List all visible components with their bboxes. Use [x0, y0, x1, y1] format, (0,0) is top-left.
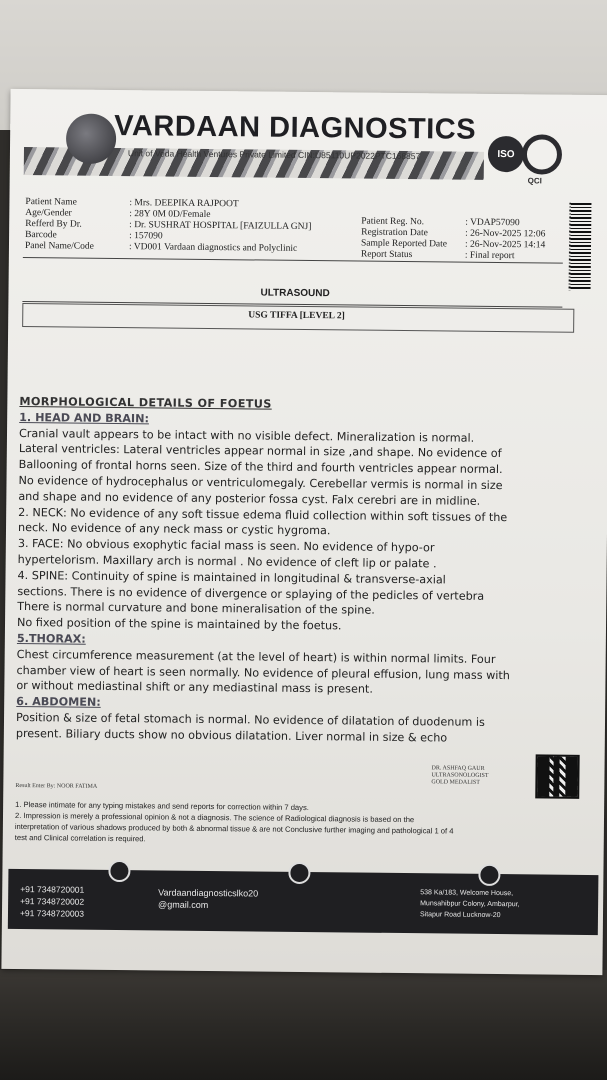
findings-line: neck. No evidence of any neck mass or cystic hygroma. [17, 521, 331, 538]
label-age-gender: Age/Gender [25, 208, 72, 219]
findings-line: or without mediastinal shift or any mediastinal mass is present. [16, 679, 373, 697]
findings-line: sections. There is no evidence of divergence or splaying of the pedicles of vertebra [17, 584, 485, 603]
value-reported-date: : 26-Nov-2025 14:14 [464, 239, 546, 251]
findings-line: There is normal curvature and bone mineralisation of the spine. [17, 600, 375, 618]
findings-text [16, 394, 580, 747]
doctor-signature [431, 765, 488, 787]
value-report-status: : Final report [464, 250, 515, 262]
barcode-icon [569, 203, 592, 291]
qci-badge-icon [522, 134, 562, 174]
footer-email [158, 886, 258, 911]
findings-line: No fixed position of the spine is maintained by the foetus. [16, 616, 342, 633]
value-referred-by: : Dr. SUSHRAT HOSPITAL [FAIZULLA GNJ] [129, 220, 312, 233]
note-line: 1. Please intimate for any typing mistakes and send reports for correction within 7 days. [15, 799, 309, 813]
findings-line: Position & size of fetal stomach is normal. No evidence of dilatation of duodenum is [15, 710, 485, 729]
footer-phones [20, 883, 84, 920]
address-line: Munsahibpur Colony, Ambarpur, [420, 900, 520, 909]
value-barcode: : 157090 [129, 231, 163, 242]
findings-line-neck: 2. NECK: No evidence of any soft tissue edema fluid collection within soft tissues of the [18, 505, 508, 524]
findings-line: Ballooning of frontal horns seen. Size of the third and fourth ventricles appear normal. [18, 458, 503, 477]
iso-badge-icon: ISO [488, 136, 524, 172]
doctor-honor: GOLD MEDALIST [431, 779, 480, 786]
email-icon [288, 862, 310, 884]
doctor-name: DR. ASHFAQ GAUR [431, 765, 485, 772]
footer-address [420, 887, 520, 921]
qci-label: QCI [527, 176, 542, 186]
section-head-brain: 1. HEAD AND BRAIN: [19, 410, 150, 426]
value-reg-no: : VDAP57090 [465, 217, 520, 229]
test-name: USG TIFFA [LEVEL 2] [248, 310, 345, 322]
address-line: Sitapur Road Lucknow-20 [419, 911, 501, 920]
section-thorax: 5.THORAX: [16, 631, 86, 646]
label-barcode: Barcode [25, 230, 57, 241]
department-title: ULTRASOUND [260, 287, 330, 300]
findings-line: present. Biliary ducts show no obvious dilatation. Liver normal in size & echo [15, 726, 448, 745]
section-abdomen: 6. ABDOMEN: [16, 695, 101, 709]
location-icon [478, 864, 500, 886]
value-patient-name: : Mrs. DEEPIKA RAJPOOT [129, 198, 239, 210]
contact-footer [8, 869, 599, 935]
findings-line-face: 3. FACE: No obvious exophytic facial mass is seen. No evidence of hypo-or [17, 537, 435, 555]
disclaimer-notes [15, 799, 575, 849]
doctor-title: ULTRASONOLOGIST [431, 772, 489, 779]
label-report-status: Report Status [360, 249, 413, 261]
phone-number: +91 7348720003 [19, 908, 85, 919]
note-line: test and Clinical correlation is required. [14, 832, 146, 844]
label-panel: Panel Name/Code [24, 241, 94, 252]
findings-line: and shape and no evidence of any posterior fossa cyst. Falx cerebri are in midline. [18, 489, 481, 508]
findings-line: chamber view of heart is seen normally. No evidence of pleural effusion, lung mass with [16, 663, 510, 682]
findings-line: Cranial vault appears to be intact with no visible defect. Mineralization is normal. [18, 426, 475, 445]
report-meta-values [465, 218, 546, 263]
brand-title: VARDAAN DIAGNOSTICS [114, 109, 477, 146]
result-entered-by: Result Enter By: NOOR FATIMA [15, 782, 98, 790]
note-line: 2. Impression is merely a professional opinion & not a diagnosis. The science of Radiological diagnosis is based on the [14, 810, 415, 825]
label-referred-by: Refferd By Dr. [25, 219, 82, 230]
report-meta-labels [361, 217, 447, 262]
value-panel: : VD001 Vardaan diagnostics and Polyclinic [128, 242, 298, 254]
phone-number: +91 7348720002 [20, 896, 85, 907]
company-subline: Unit of Veda Health Ventures Private Limited CIN:U85110UP2022PTC168857 [127, 148, 421, 162]
phone-number: +91 7348720001 [20, 884, 85, 895]
background-floor [0, 970, 607, 1080]
logo-icon [66, 113, 117, 164]
findings-line: Chest circumference measurement (at the level of heart) is within normal limits. Four [16, 647, 496, 666]
findings-line: Lateral ventricles: Lateral ventricles appear normal in size ,and shape. No evidence of [18, 442, 502, 461]
email-line: Vardaandiagnosticslko20 [158, 887, 259, 899]
patient-values [129, 198, 312, 255]
label-patient-name: Patient Name [25, 197, 77, 208]
note-line: interpretation of various shadows produced by both & abnormal tissue & are not Conclusive further imaging and pathological 1 of 4 [14, 821, 454, 836]
phone-icon [108, 860, 130, 882]
label-reported-date: Sample Reported Date [360, 238, 448, 250]
label-registration-date: Registration Date [361, 227, 428, 239]
patient-labels [25, 197, 94, 253]
page-number: 1 of 4 [434, 826, 454, 836]
email-line: @gmail.com [158, 899, 209, 910]
findings-line: No evidence of hydrocephalus or ventriculomegaly. Cerebellar vermis is normal in size [18, 473, 503, 493]
report-sheet [1, 89, 607, 975]
address-line: 538 Ka/183, Welcome House, [420, 889, 514, 898]
findings-line: hypertelorism. Maxillary arch is normal . No evidence of cleft lip or palate . [17, 552, 437, 571]
findings-line-spine: 4. SPINE: Continuity of spine is maintained in longitudinal & transverse-axial [17, 568, 446, 587]
label-reg-no: Patient Reg. No. [361, 216, 425, 228]
qr-code-icon [535, 754, 579, 798]
value-age-gender: : 28Y 0M 0D/Female [129, 209, 211, 220]
findings-heading: MORPHOLOGICAL DETAILS OF FOETUS [19, 394, 272, 411]
value-registration-date: : 26-Nov-2025 12:06 [465, 228, 546, 240]
